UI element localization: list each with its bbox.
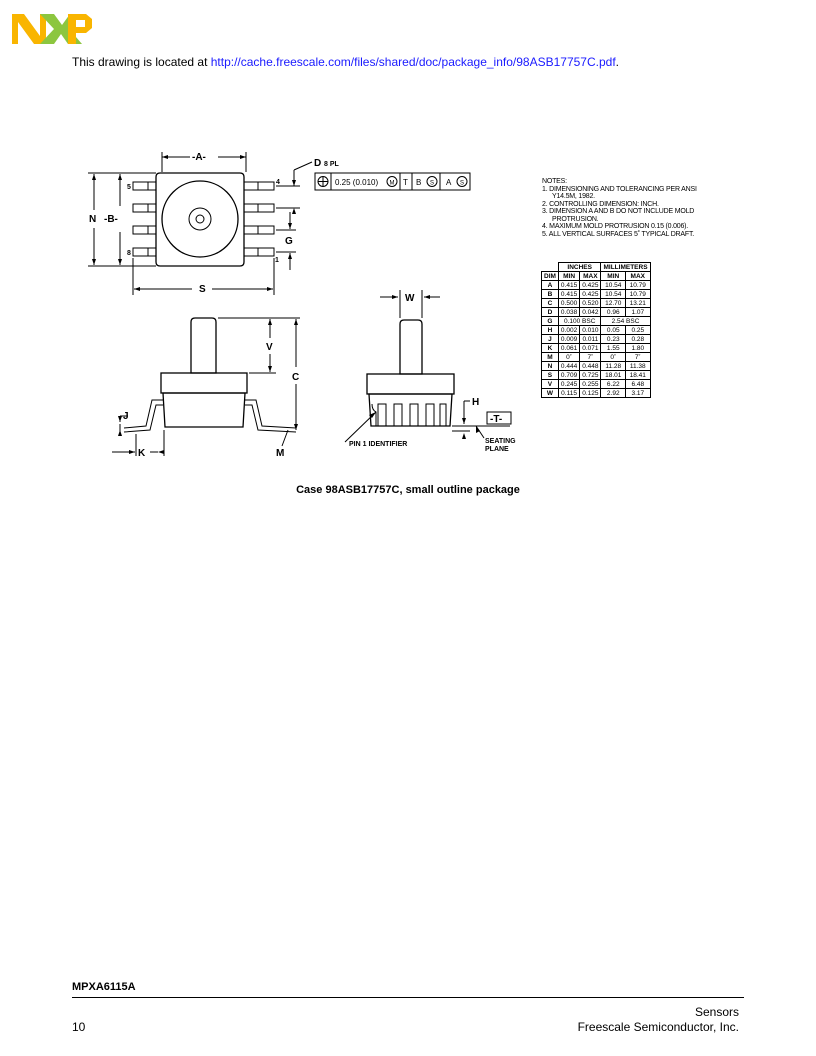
- label-d: D: [314, 158, 322, 169]
- value-cell: 0.009: [558, 335, 579, 344]
- dim-cell: G: [542, 317, 559, 326]
- value-cell: 12.70: [601, 299, 626, 308]
- dim-cell: M: [542, 353, 559, 362]
- value-cell: 0.002: [558, 326, 579, 335]
- table-row: [542, 389, 651, 398]
- table-row: [542, 344, 651, 353]
- value-cell: 10.54: [601, 290, 626, 299]
- dim-cell: K: [542, 344, 559, 353]
- tolerance-t: T: [403, 178, 408, 187]
- footer-company: Freescale Semiconductor, Inc.: [577, 1020, 739, 1034]
- footer-section: Sensors: [694, 1005, 739, 1019]
- dim-cell: W: [542, 389, 559, 398]
- table-row: [542, 326, 651, 335]
- tolerance-m: M: [389, 180, 395, 187]
- label-c: C: [292, 372, 300, 383]
- figure-caption: Case 98ASB17757C, small outline package: [296, 484, 520, 496]
- value-cell: 0.038: [558, 308, 579, 317]
- value-cell: 13.21: [626, 299, 651, 308]
- value-cell: 0.415: [558, 290, 579, 299]
- dim-cell: N: [542, 362, 559, 371]
- column-header: MAX: [580, 272, 601, 281]
- dim-cell: H: [542, 326, 559, 335]
- value-cell: 0.25: [626, 326, 651, 335]
- value-cell: 0.425: [580, 281, 601, 290]
- value-cell: 10.54: [601, 281, 626, 290]
- intro-suffix: .: [615, 55, 619, 69]
- intro-prefix: This drawing is located at: [72, 55, 211, 69]
- tolerance-s2: S: [460, 180, 465, 187]
- label-n: N: [89, 214, 97, 225]
- value-cell: 0.100 BSC: [558, 317, 601, 326]
- value-cell: 0.071: [580, 344, 601, 353]
- table-row: [542, 308, 651, 317]
- value-cell: 0.245: [558, 380, 579, 389]
- column-header: MAX: [626, 272, 651, 281]
- tolerance-s1: S: [430, 180, 435, 187]
- value-cell: 0.520: [580, 299, 601, 308]
- value-cell: 10.79: [626, 290, 651, 299]
- label-s: S: [199, 284, 206, 295]
- value-cell: 0.425: [580, 290, 601, 299]
- label-w: W: [405, 293, 415, 304]
- note-item: 3. DIMENSION A AND B DO NOT INCLUDE MOLD PROTRUSION.: [542, 208, 695, 223]
- label-h: H: [472, 397, 480, 408]
- value-cell: 0˚: [601, 353, 626, 362]
- table-row: [542, 362, 651, 371]
- tolerance-b: B: [416, 178, 422, 187]
- drawing-notes: [542, 178, 717, 238]
- label-j: J: [123, 411, 129, 422]
- note-item: 4. MAXIMUM MOLD PROTRUSION 0.15 (0.006).: [542, 223, 689, 230]
- page-number: 10: [72, 1020, 86, 1034]
- value-cell: 11.38: [626, 362, 651, 371]
- group-header-inches: INCHES: [558, 263, 601, 272]
- value-cell: 18.01: [601, 371, 626, 380]
- label-t: -T-: [490, 414, 503, 425]
- value-cell: 1.80: [626, 344, 651, 353]
- value-cell: 0.115: [558, 389, 579, 398]
- pin-5-label: 5: [127, 184, 131, 191]
- label-b: -B-: [104, 214, 118, 225]
- value-cell: 0.448: [580, 362, 601, 371]
- value-cell: 0.010: [580, 326, 601, 335]
- document-id: MPXA6115A: [72, 981, 136, 993]
- pin-1-identifier: PIN 1 IDENTIFIER: [349, 441, 408, 448]
- dim-cell: C: [542, 299, 559, 308]
- dim-cell: V: [542, 380, 559, 389]
- seating-plane-1: SEATING: [485, 438, 516, 445]
- notes-heading: NOTES:: [542, 178, 567, 185]
- value-cell: 0.709: [558, 371, 579, 380]
- value-cell: 1.55: [601, 344, 626, 353]
- footer-divider: [72, 997, 744, 998]
- dim-cell: J: [542, 335, 559, 344]
- group-header-millimeters: MILLIMETERS: [601, 263, 650, 272]
- tolerance-a: A: [446, 178, 452, 187]
- note-item: 5. ALL VERTICAL SURFACES 5˚ TYPICAL DRAFT.: [542, 230, 695, 238]
- pin-1-label: 1: [275, 257, 279, 264]
- value-cell: 0.042: [580, 308, 601, 317]
- value-cell: 0.255: [580, 380, 601, 389]
- value-cell: 18.41: [626, 371, 651, 380]
- value-cell: 7˚: [580, 353, 601, 362]
- dim-cell: S: [542, 371, 559, 380]
- seating-plane-2: PLANE: [485, 446, 509, 453]
- note-item: 2. CONTROLLING DIMENSION: INCH.: [542, 200, 659, 208]
- label-d-8pl: 8 PL: [324, 161, 339, 168]
- pin-8-label: 8: [127, 250, 131, 257]
- label-v: V: [266, 342, 273, 353]
- table-row: [542, 335, 651, 344]
- value-cell: 0.444: [558, 362, 579, 371]
- dim-cell: B: [542, 290, 559, 299]
- table-row: [542, 299, 651, 308]
- value-cell: 3.17: [626, 389, 651, 398]
- value-cell: 0.96: [601, 308, 626, 317]
- value-cell: 0.125: [580, 389, 601, 398]
- label-k: K: [138, 448, 146, 459]
- value-cell: 2.54 BSC: [601, 317, 650, 326]
- table-row: [542, 371, 651, 380]
- tolerance-value: 0.25 (0.010): [335, 178, 379, 187]
- table-row: [542, 290, 651, 299]
- dim-cell: D: [542, 308, 559, 317]
- value-cell: 6.22: [601, 380, 626, 389]
- column-header: DIM: [542, 272, 559, 281]
- column-header: MIN: [558, 272, 579, 281]
- package-drawing-link[interactable]: http://cache.freescale.com/files/shared/doc/package_info/98ASB17757C.pdf: [210, 55, 616, 69]
- table-row: [542, 317, 651, 326]
- value-cell: 0.011: [580, 335, 601, 344]
- value-cell: 0.23: [601, 335, 626, 344]
- value-cell: 6.48: [626, 380, 651, 389]
- dimension-table-body: [542, 281, 651, 398]
- value-cell: 0.500: [558, 299, 579, 308]
- note-item: 1. DIMENSIONING AND TOLERANCING PER ANSI Y14.5M, 1982.: [542, 185, 697, 200]
- dimension-table: [541, 262, 651, 398]
- dim-cell: A: [542, 281, 559, 290]
- label-g: G: [285, 236, 293, 247]
- value-cell: 2.92: [601, 389, 626, 398]
- table-row: [542, 281, 651, 290]
- value-cell: 0.415: [558, 281, 579, 290]
- value-cell: 0.28: [626, 335, 651, 344]
- value-cell: 11.28: [601, 362, 626, 371]
- value-cell: 7˚: [626, 353, 651, 362]
- label-a: -A-: [192, 152, 206, 163]
- value-cell: 0˚: [558, 353, 579, 362]
- pin-4-label: 4: [276, 179, 280, 186]
- value-cell: 0.725: [580, 371, 601, 380]
- value-cell: 1.07: [626, 308, 651, 317]
- table-corner: [542, 263, 559, 272]
- column-header: MIN: [601, 272, 626, 281]
- label-m: M: [276, 448, 285, 459]
- value-cell: 0.061: [558, 344, 579, 353]
- table-row: [542, 380, 651, 389]
- value-cell: 10.79: [626, 281, 651, 290]
- value-cell: 0.05: [601, 326, 626, 335]
- table-row: [542, 353, 651, 362]
